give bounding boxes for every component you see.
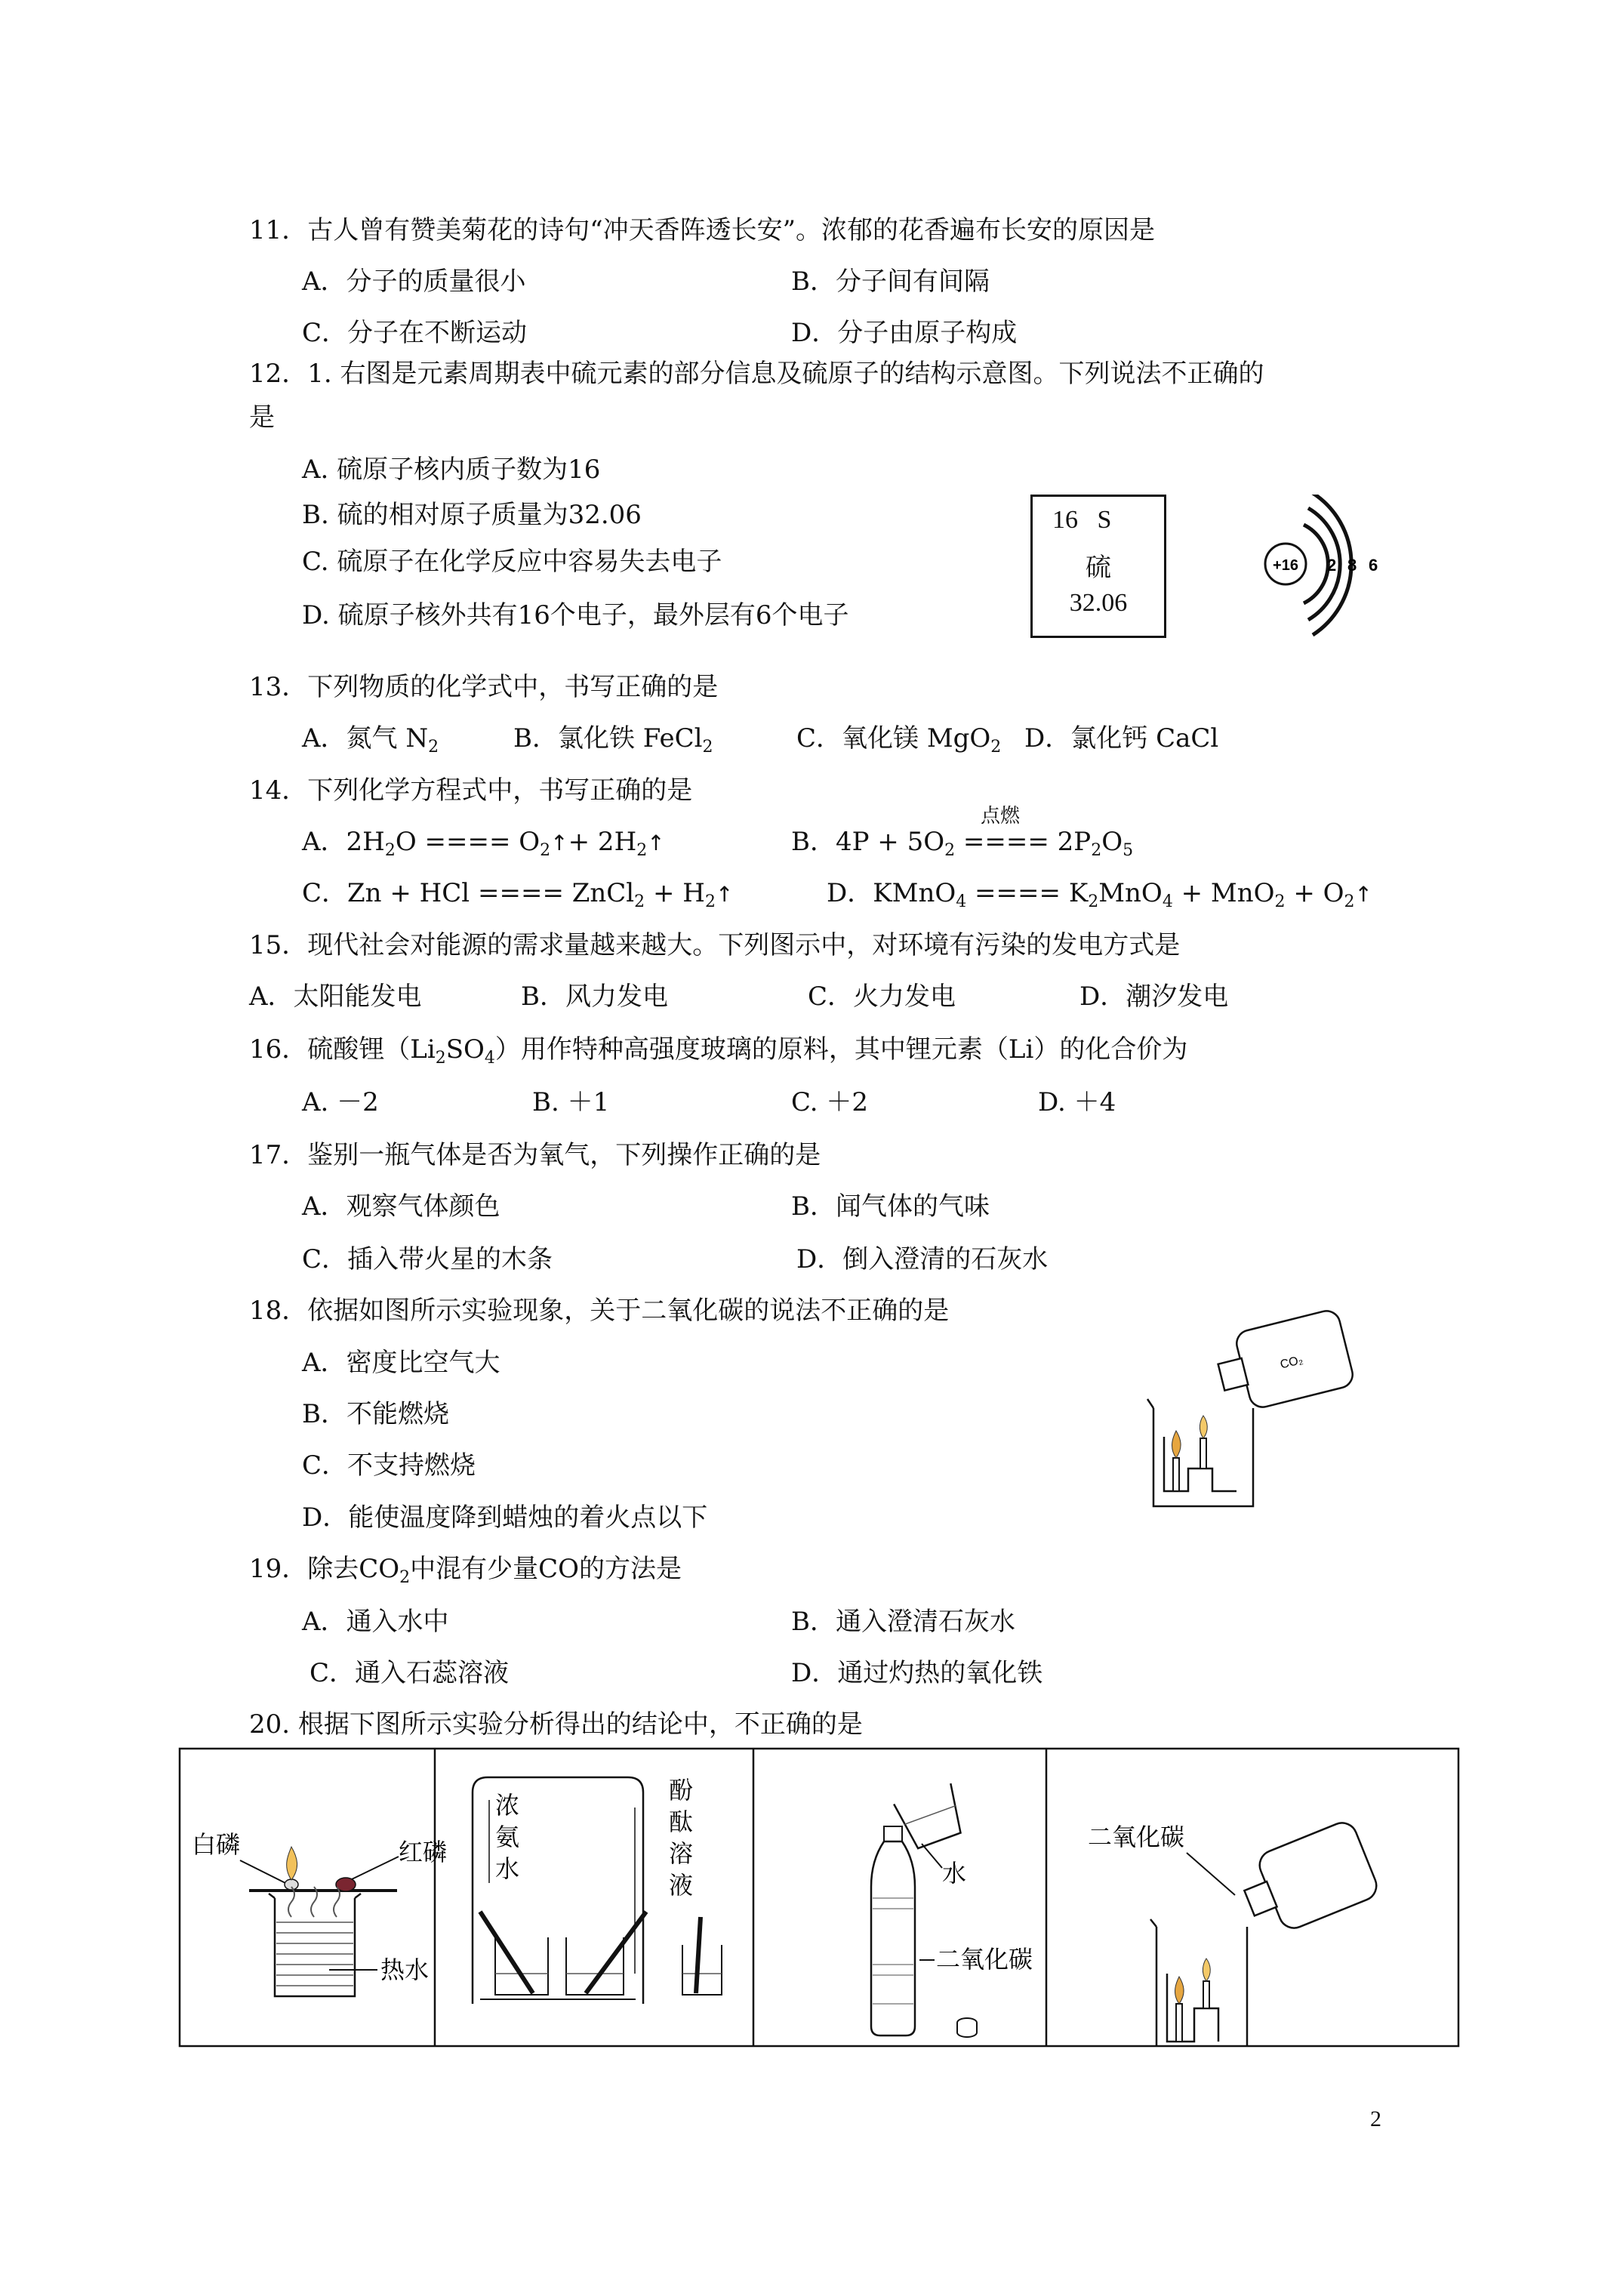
q11-option-a: A．分子的质量很小	[302, 267, 526, 297]
low-candle	[1173, 1458, 1179, 1491]
q18-co2-pouring-diagram	[1140, 1310, 1381, 1514]
fig4-co2-label: 二氧化碳	[1088, 1823, 1185, 1851]
q13-option-b: B．氯化铁 FeCl$_2$	[513, 723, 713, 757]
q15-option-a: A．太阳能发电	[249, 982, 422, 1012]
q17-option-d: D．倒入澄清的石灰水	[796, 1244, 1049, 1274]
fig2-phenol-char-3: 溶	[669, 1840, 694, 1867]
q16-option-b: B. ＋1	[532, 1087, 610, 1117]
shell-2-count: 8	[1347, 556, 1357, 575]
q17-option-b: B．闻气体的气味	[791, 1191, 990, 1222]
q20-stem: 20. 根据下图所示实验分析得出的结论中，不正确的是	[249, 1709, 863, 1740]
q19-stem: 19．除去$CO_2$中混有少量CO的方法是	[249, 1554, 682, 1587]
q14-option-d: D．KMnO$_4$ ==== $K_2MnO_4 + MnO_2$ + $O_2↑$	[827, 878, 1372, 911]
fig2-phenol-char-1: 酚	[669, 1777, 694, 1804]
fig4-high-candle	[1203, 1981, 1209, 2008]
q18-option-c: C．不支持燃烧	[302, 1450, 476, 1481]
shell-1-count: 2	[1327, 556, 1337, 575]
q13-option-c: C．氧化镁 MgO$_2$	[796, 723, 1002, 757]
fig1-hot-water-label: 热水	[380, 1956, 430, 1983]
q17-stem: 17．鉴别一瓶气体是否为氧气，下列操作正确的是	[249, 1140, 821, 1170]
q18-option-b: B．不能燃烧	[302, 1399, 449, 1429]
q19-option-c: C．通入石蕊溶液	[310, 1658, 510, 1688]
q15-option-d: D．潮汐发电	[1079, 982, 1229, 1012]
q19-option-d: D．通过灼热的氧化铁	[791, 1658, 1043, 1688]
white-phosphorus	[285, 1879, 298, 1890]
q19-option-a: A．通入水中	[302, 1607, 449, 1637]
sulfur-element-card	[1030, 495, 1166, 638]
fig3-co2-label: 二氧化碳	[936, 1946, 1033, 1973]
q18-option-a: A．密度比空气大	[302, 1348, 500, 1378]
shell-3-count: 6	[1369, 556, 1378, 575]
q14-condition: 点燃	[981, 805, 1021, 827]
q15-stem: 15．现代社会对能源的需求量越来越大。下列图示中，对环境有污染的发电方式是	[249, 930, 1181, 960]
q16-stem: 16．硫酸锂$(Li_2SO_4)$用作特种高强度玻璃的原料，其中锂元素（Li）的化合价为	[249, 1034, 1188, 1068]
element-mass: 32.06	[1069, 589, 1128, 617]
q14-option-a: A．$2H_2O$ ==== $O_2↑+$ $2H_2↑$	[302, 827, 665, 860]
q12-option-c: C. 硫原子在化学反应中容易失去电子	[302, 547, 722, 577]
fig2-phenol-char-2: 酞	[669, 1808, 694, 1835]
nucleus-charge: +16	[1273, 557, 1298, 574]
q11-option-d: D．分子由原子构成	[791, 318, 1018, 348]
fig2-ammonia-char-3: 水	[495, 1855, 520, 1882]
q15-option-b: B．风力发电	[521, 982, 668, 1012]
q12-option-b: B. 硫的相对原子质量为32.06	[302, 500, 642, 530]
co2-bottle-label: CO₂	[1279, 1353, 1304, 1372]
fig2-ammonia-char-1: 浓	[495, 1792, 520, 1819]
q12-option-d: D. 硫原子核外共有16个电子，最外层有6个电子	[302, 600, 849, 630]
q15-option-c: C．火力发电	[808, 982, 956, 1012]
q18-stem: 18．依据如图所示实验现象，关于二氧化碳的说法不正确的是	[249, 1296, 950, 1326]
q11-option-b: B．分子间有间隔	[791, 267, 990, 297]
element-number-symbol: 16 S	[1052, 506, 1112, 534]
q16-option-a: A. －2	[302, 1087, 379, 1117]
q16-option-d: D. ＋4	[1038, 1087, 1116, 1117]
fig4-low-candle	[1176, 2004, 1182, 2042]
fig1-white-phosphorus-label: 白磷	[192, 1831, 241, 1858]
q14-option-c: C．Zn + HCl ==== ZnCl$_2$ + $H_2↑$	[302, 878, 734, 911]
q11-stem: 11．古人曾有赞美菊花的诗句“冲天香阵透长安”。浓郁的花香遍布长安的原因是	[249, 215, 1156, 245]
fig2-ammonia-char-2: 氨	[495, 1823, 520, 1851]
q18-option-d: D．能使温度降到蜡烛的着火点以下	[302, 1502, 708, 1533]
fig2-phenol-char-4: 液	[669, 1872, 694, 1899]
q14-stem: 14．下列化学方程式中，书写正确的是	[249, 775, 693, 806]
q17-option-a: A．观察气体颜色	[302, 1191, 500, 1222]
high-flame	[1200, 1416, 1207, 1438]
q12-stem: 12．1. 右图是元素周期表中硫元素的部分信息及硫原子的结构示意图。下列说法不正确的	[249, 359, 1264, 389]
q13-option-a: A．氮气 $N_2$	[302, 723, 439, 757]
q20-experiment-table	[178, 1747, 1461, 2049]
element-name: 硫	[1086, 554, 1111, 582]
plastic-bottle	[871, 1841, 915, 2036]
co2-bottle	[1212, 1310, 1355, 1416]
q13-option-d: D．氯化钙 CaCl	[1024, 723, 1219, 754]
low-flame	[1172, 1431, 1181, 1458]
high-candle	[1200, 1438, 1206, 1469]
fig3-water-label: 水	[942, 1860, 967, 1887]
sulfur-atom-diagram	[1257, 495, 1389, 642]
q16-option-c: C. ＋2	[791, 1087, 869, 1117]
q12-stem-cont: 是	[249, 402, 275, 433]
q19-option-b: B．通入澄清石灰水	[791, 1607, 1015, 1637]
electron-shell-1	[1304, 525, 1328, 603]
q13-stem: 13．下列物质的化学式中，书写正确的是	[249, 672, 719, 702]
page-number: 2	[1370, 2106, 1381, 2131]
q11-option-c: C．分子在不断运动	[302, 318, 528, 348]
q14-option-b: B．$4P + 5O_2$ ==== $2P_2O_5$	[791, 827, 1134, 860]
q17-option-c: C．插入带火星的木条	[302, 1244, 553, 1274]
q12-option-a: A. 硫原子核内质子数为16	[302, 455, 601, 485]
fig1-red-phosphorus-label: 红磷	[399, 1838, 448, 1866]
plastic-bottle-cap-neck	[884, 1826, 902, 1841]
